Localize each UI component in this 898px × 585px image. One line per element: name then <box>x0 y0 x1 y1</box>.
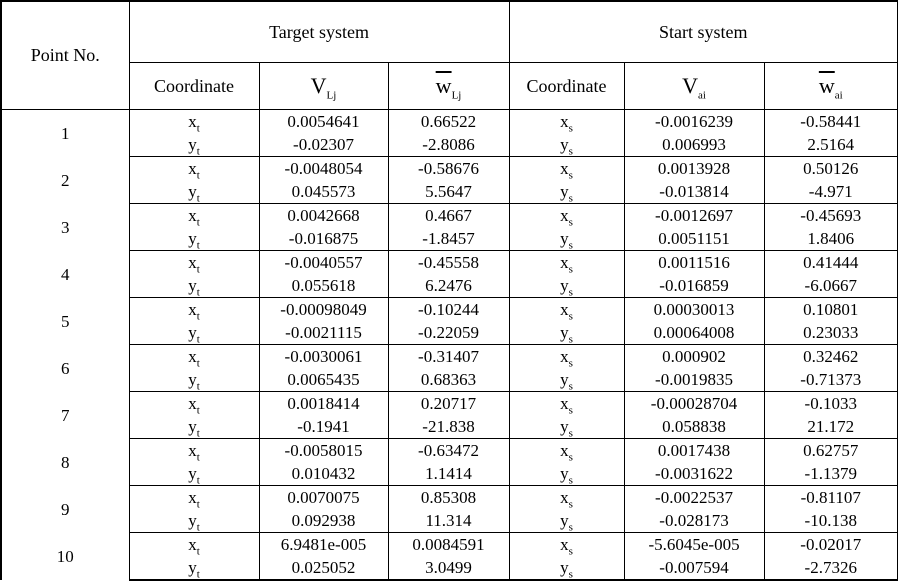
start-w-value: 21.172 <box>764 415 898 439</box>
coord-letter: x <box>560 300 569 319</box>
coord-subscript: t <box>196 216 200 227</box>
target-v-value: 0.0018414 <box>259 392 388 416</box>
target-v-value: 0.045573 <box>259 180 388 204</box>
coord-subscript: t <box>196 145 200 157</box>
start-v-value: 0.000902 <box>624 345 764 369</box>
start-v-value: 0.00030013 <box>624 298 764 322</box>
coord-letter: y <box>560 182 569 201</box>
table-row-x <box>1 298 898 322</box>
coord-letter: y <box>188 229 197 248</box>
coord-letter: x <box>560 206 569 225</box>
start-w-value: 0.62757 <box>764 439 898 463</box>
header-coordinate-start: Coordinate <box>509 63 624 110</box>
target-coordinate-label <box>129 180 259 204</box>
table-row-x <box>1 439 898 463</box>
start-v-value: -0.0019835 <box>624 368 764 392</box>
table-row-y <box>1 509 898 533</box>
coord-letter: x <box>188 206 197 225</box>
start-coordinate-label <box>509 274 624 298</box>
start-w-value: -0.45693 <box>764 204 898 228</box>
target-w-value: 0.85308 <box>388 486 509 510</box>
target-coordinate-label <box>129 133 259 157</box>
point-number: 6 <box>1 345 129 392</box>
table-row-y <box>1 274 898 298</box>
start-coordinate-label <box>509 509 624 533</box>
start-coordinate-label <box>509 204 624 228</box>
coord-subscript: s <box>568 521 573 533</box>
start-v-value: 0.0013928 <box>624 157 764 181</box>
point-number: 5 <box>1 298 129 345</box>
coord-subscript: s <box>568 498 573 509</box>
start-v-value: 0.00064008 <box>624 321 764 345</box>
w-target-symbol: $\overline{w}$ <box>435 73 452 98</box>
target-coordinate-label <box>129 509 259 533</box>
point-number: 1 <box>1 110 129 157</box>
coord-letter: x <box>188 300 197 319</box>
target-v-value: -0.0048054 <box>259 157 388 181</box>
table-body <box>1 110 898 581</box>
coord-subscript: s <box>568 263 573 274</box>
target-v-value: 0.055618 <box>259 274 388 298</box>
coord-subscript: t <box>196 474 200 486</box>
coord-letter: y <box>188 417 197 436</box>
start-coordinate-label <box>509 392 624 416</box>
coord-subscript: s <box>568 451 573 462</box>
coord-subscript: s <box>568 216 573 227</box>
coord-subscript: t <box>196 357 200 368</box>
start-coordinate-label <box>509 439 624 463</box>
coord-letter: y <box>560 229 569 248</box>
table-row-x <box>1 486 898 510</box>
coord-subscript: s <box>568 568 573 580</box>
table-row-x <box>1 345 898 369</box>
coord-subscript: t <box>196 169 200 180</box>
table-row-x <box>1 110 898 134</box>
coord-subscript: s <box>568 122 573 133</box>
target-coordinate-label <box>129 251 259 275</box>
coord-letter: x <box>188 159 197 178</box>
table-row-y <box>1 368 898 392</box>
target-coordinate-label <box>129 157 259 181</box>
coord-letter: y <box>188 323 197 342</box>
start-v-value: -0.016859 <box>624 274 764 298</box>
table-row-x <box>1 533 898 557</box>
start-v-value: -5.6045e-005 <box>624 533 764 557</box>
coord-letter: y <box>560 558 569 577</box>
coord-letter: y <box>188 276 197 295</box>
coord-letter: x <box>560 347 569 366</box>
start-v-value: 0.0051151 <box>624 227 764 251</box>
target-v-value: 0.025052 <box>259 556 388 580</box>
target-w-value: 0.68363 <box>388 368 509 392</box>
coord-subscript: t <box>196 498 200 509</box>
coord-letter: x <box>560 441 569 460</box>
coord-letter: y <box>188 511 197 530</box>
target-w-value: -0.10244 <box>388 298 509 322</box>
coord-subscript: t <box>196 521 200 533</box>
target-coordinate-label <box>129 392 259 416</box>
start-v-value: -0.0016239 <box>624 110 764 134</box>
target-w-value: -0.58676 <box>388 157 509 181</box>
start-w-value: -0.02017 <box>764 533 898 557</box>
point-number: 4 <box>1 251 129 298</box>
start-w-value: 2.5164 <box>764 133 898 157</box>
coord-subscript: s <box>568 310 573 321</box>
target-w-value: 3.0499 <box>388 556 509 580</box>
coord-subscript: s <box>568 239 573 251</box>
target-v-value: 0.010432 <box>259 462 388 486</box>
coord-letter: x <box>560 159 569 178</box>
start-w-value: 0.10801 <box>764 298 898 322</box>
coord-letter: y <box>560 370 569 389</box>
target-w-value: -1.8457 <box>388 227 509 251</box>
start-coordinate-label <box>509 251 624 275</box>
target-coordinate-label <box>129 462 259 486</box>
coord-letter: y <box>188 135 197 154</box>
start-coordinate-label <box>509 110 624 134</box>
start-coordinate-label <box>509 133 624 157</box>
start-v-value: 0.0011516 <box>624 251 764 275</box>
start-w-value: -0.81107 <box>764 486 898 510</box>
header-coordinate-target: Coordinate <box>129 63 259 110</box>
start-coordinate-label <box>509 462 624 486</box>
table-row-y <box>1 180 898 204</box>
table-row-x <box>1 251 898 275</box>
table-row-x <box>1 204 898 228</box>
start-v-value: -0.00028704 <box>624 392 764 416</box>
start-coordinate-label <box>509 180 624 204</box>
point-number: 10 <box>1 533 129 581</box>
coord-subscript: s <box>568 404 573 415</box>
target-v-value: 0.0042668 <box>259 204 388 228</box>
target-v-value: 6.9481e-005 <box>259 533 388 557</box>
coord-subscript: s <box>568 169 573 180</box>
coord-letter: y <box>560 323 569 342</box>
target-coordinate-label <box>129 533 259 557</box>
coord-subscript: t <box>196 239 200 251</box>
coord-subscript: t <box>196 263 200 274</box>
coord-subscript: s <box>568 545 573 556</box>
target-v-value: -0.0040557 <box>259 251 388 275</box>
start-v-value: -0.0022537 <box>624 486 764 510</box>
coord-subscript: s <box>568 380 573 392</box>
target-coordinate-label <box>129 274 259 298</box>
table-row-y <box>1 556 898 580</box>
target-w-value: 6.2476 <box>388 274 509 298</box>
coord-subscript: t <box>196 333 200 345</box>
coord-letter: x <box>188 394 197 413</box>
header-v-target <box>259 63 388 110</box>
start-v-value: -0.013814 <box>624 180 764 204</box>
start-w-value: 0.23033 <box>764 321 898 345</box>
coord-subscript: s <box>568 427 573 439</box>
header-w-target <box>388 63 509 110</box>
target-coordinate-label <box>129 227 259 251</box>
coord-subscript: s <box>568 145 573 157</box>
target-coordinate-label <box>129 556 259 580</box>
w-target-subscript: Lj <box>451 89 462 102</box>
start-v-value: -0.0012697 <box>624 204 764 228</box>
target-coordinate-label <box>129 110 259 134</box>
start-coordinate-label <box>509 486 624 510</box>
target-coordinate-label <box>129 415 259 439</box>
target-v-value: -0.02307 <box>259 133 388 157</box>
start-w-value: -4.971 <box>764 180 898 204</box>
target-w-value: -0.31407 <box>388 345 509 369</box>
target-w-value: 0.20717 <box>388 392 509 416</box>
point-number: 7 <box>1 392 129 439</box>
coord-letter: x <box>188 441 197 460</box>
header-target-system: Target system <box>129 1 509 63</box>
target-coordinate-label <box>129 321 259 345</box>
w-start-subscript: ai <box>834 89 843 102</box>
start-coordinate-label <box>509 368 624 392</box>
target-coordinate-label <box>129 298 259 322</box>
start-coordinate-label <box>509 227 624 251</box>
coord-letter: y <box>560 276 569 295</box>
coord-letter: x <box>188 535 197 554</box>
coord-letter: y <box>560 511 569 530</box>
start-v-value: 0.0017438 <box>624 439 764 463</box>
start-w-value: -10.138 <box>764 509 898 533</box>
coord-letter: x <box>560 394 569 413</box>
start-w-value: 0.41444 <box>764 251 898 275</box>
header-row-systems <box>1 1 898 63</box>
start-w-value: -0.58441 <box>764 110 898 134</box>
coord-subscript: t <box>196 310 200 321</box>
target-v-value: -0.0021115 <box>259 321 388 345</box>
coord-subscript: t <box>196 427 200 439</box>
header-v-start <box>624 63 764 110</box>
coord-subscript: t <box>196 451 200 462</box>
coord-letter: x <box>560 535 569 554</box>
start-w-value: -2.7326 <box>764 556 898 580</box>
target-w-value: -21.838 <box>388 415 509 439</box>
coord-subscript: s <box>568 192 573 204</box>
coord-letter: x <box>560 253 569 272</box>
target-w-value: 0.0084591 <box>388 533 509 557</box>
target-v-value: 0.0070075 <box>259 486 388 510</box>
coord-letter: y <box>560 464 569 483</box>
target-v-value: -0.00098049 <box>259 298 388 322</box>
v-start-subscript: ai <box>697 89 706 102</box>
target-v-value: 0.092938 <box>259 509 388 533</box>
coord-subscript: s <box>568 333 573 345</box>
table-row-y <box>1 321 898 345</box>
start-v-value: -0.0031622 <box>624 462 764 486</box>
target-w-value: 11.314 <box>388 509 509 533</box>
start-coordinate-label <box>509 556 624 580</box>
coord-letter: y <box>188 370 197 389</box>
v-target-subscript: Lj <box>326 89 337 102</box>
start-w-value: 0.32462 <box>764 345 898 369</box>
v-target-symbol: V <box>310 73 327 98</box>
target-w-value: 1.1414 <box>388 462 509 486</box>
coord-subscript: t <box>196 286 200 298</box>
target-coordinate-label <box>129 368 259 392</box>
point-number: 2 <box>1 157 129 204</box>
target-w-value: 0.4667 <box>388 204 509 228</box>
header-w-start <box>764 63 898 110</box>
coord-letter: x <box>188 488 197 507</box>
w-start-symbol: $\overline{w}$ <box>818 73 835 98</box>
target-v-value: 0.0065435 <box>259 368 388 392</box>
coord-subscript: t <box>196 380 200 392</box>
coord-letter: y <box>560 417 569 436</box>
target-coordinate-label <box>129 439 259 463</box>
start-coordinate-label <box>509 345 624 369</box>
coord-subscript: s <box>568 474 573 486</box>
coord-letter: y <box>560 135 569 154</box>
target-coordinate-label <box>129 486 259 510</box>
start-w-value: -1.1379 <box>764 462 898 486</box>
start-v-value: -0.028173 <box>624 509 764 533</box>
start-coordinate-label <box>509 157 624 181</box>
coord-subscript: s <box>568 357 573 368</box>
coord-subscript: t <box>196 192 200 204</box>
target-v-value: -0.0030061 <box>259 345 388 369</box>
table-row-x <box>1 157 898 181</box>
coord-letter: x <box>560 488 569 507</box>
start-w-value: -0.1033 <box>764 392 898 416</box>
header-row-columns <box>1 63 898 110</box>
v-start-symbol: V <box>682 73 698 98</box>
start-w-value: -0.71373 <box>764 368 898 392</box>
target-v-value: -0.0058015 <box>259 439 388 463</box>
start-v-value: 0.058838 <box>624 415 764 439</box>
target-v-value: -0.016875 <box>259 227 388 251</box>
coord-letter: x <box>560 112 569 131</box>
target-w-value: 5.5647 <box>388 180 509 204</box>
header-point-no: Point No. <box>1 1 129 110</box>
table-row-y <box>1 227 898 251</box>
point-number: 8 <box>1 439 129 486</box>
coord-letter: y <box>188 558 197 577</box>
target-coordinate-label <box>129 204 259 228</box>
table-row-y <box>1 415 898 439</box>
start-coordinate-label <box>509 298 624 322</box>
target-coordinate-label <box>129 345 259 369</box>
start-v-value: -0.007594 <box>624 556 764 580</box>
start-coordinate-label <box>509 533 624 557</box>
point-number: 9 <box>1 486 129 533</box>
coord-letter: x <box>188 347 197 366</box>
target-w-value: -0.63472 <box>388 439 509 463</box>
table-row-y <box>1 133 898 157</box>
target-w-value: 0.66522 <box>388 110 509 134</box>
table-row-y <box>1 462 898 486</box>
target-v-value: 0.0054641 <box>259 110 388 134</box>
coord-subscript: t <box>196 122 200 133</box>
coord-letter: x <box>188 112 197 131</box>
coord-subscript: t <box>196 568 200 580</box>
start-v-value: 0.006993 <box>624 133 764 157</box>
start-w-value: -6.0667 <box>764 274 898 298</box>
table-row-x <box>1 392 898 416</box>
coord-letter: y <box>188 464 197 483</box>
start-coordinate-label <box>509 321 624 345</box>
start-coordinate-label <box>509 415 624 439</box>
header-start-system: Start system <box>509 1 898 63</box>
coord-letter: y <box>188 182 197 201</box>
coord-letter: x <box>188 253 197 272</box>
start-w-value: 0.50126 <box>764 157 898 181</box>
coord-subscript: t <box>196 404 200 415</box>
target-w-value: -0.45558 <box>388 251 509 275</box>
point-number: 3 <box>1 204 129 251</box>
target-w-value: -2.8086 <box>388 133 509 157</box>
coord-subscript: s <box>568 286 573 298</box>
coord-subscript: t <box>196 545 200 556</box>
target-v-value: -0.1941 <box>259 415 388 439</box>
target-w-value: -0.22059 <box>388 321 509 345</box>
start-w-value: 1.8406 <box>764 227 898 251</box>
